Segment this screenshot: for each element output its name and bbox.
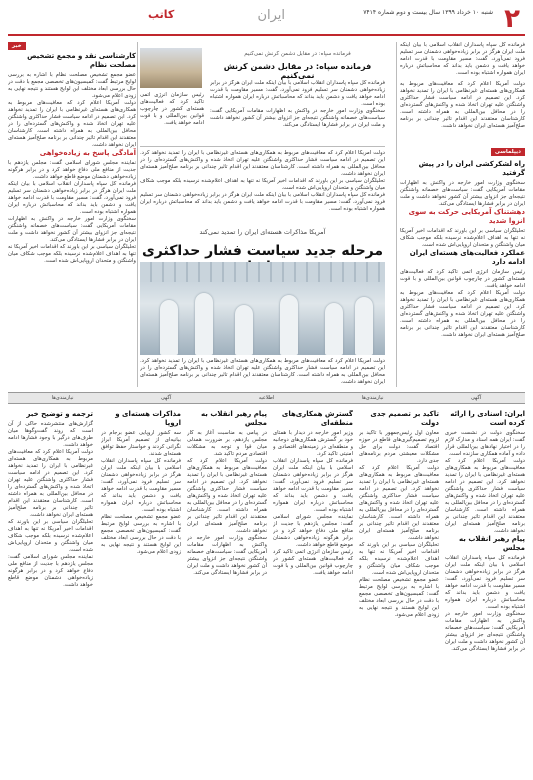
left-text-1: عضو مجمع تشخیص مصلحت نظام با اشاره به بررسی لوایح مرتبط گفت: کمیسیون‌های تخصصی مجمع با دقت در حال بررسی ابعاد مختلف این لوایح هستند و نتیجه نهایی به زودی اعلام می‌شود.	[8, 72, 136, 99]
lower-column-2	[359, 410, 439, 772]
top-story-text-2: سخنگوی وزارت امور خارجه در واکنش به اظهارات مقامات آمریکایی گفت: سیاست‌های خصمانه واشنگتن نتیجه‌ای جز انزوای بیشتر آن کشور نخواهد داشت و ملت ایران در برابر فشارها ایستادگی می‌کند.	[210, 108, 385, 128]
column-rule	[137, 42, 138, 387]
lower-column-4	[187, 410, 267, 772]
ad-item: نیازمندی‌ها	[361, 395, 384, 401]
lower-head: ترجمه و توضیح خبر	[26, 410, 93, 418]
main-story-body	[140, 358, 385, 390]
lower-text: عضو مجمع تشخیص مصلحت نظام با اشاره به بررسی لوایح مرتبط گفت: کمیسیون‌های تخصصی مجمع با دقت در حال بررسی ابعاد مختلف این لوایح هستند و نتیجه نهایی به زودی اعلام می‌شود.	[101, 514, 181, 555]
ads-strip	[8, 392, 525, 404]
top-story-body	[210, 80, 385, 140]
right-text-3: رئیس سازمان انرژی اتمی تاکید کرد که فعالیت‌های هسته‌ای کشور در چارچوب قوانین بین‌المللی و با قوت ادامه خواهد یافت.	[400, 269, 525, 289]
lower-text: تحلیلگران سیاسی بر این باورند که اقدامات اخیر آمریکا نه تنها به اهداف اعلام‌شده نرسیده بلکه موجب شکاف میان واشنگتن و متحدان اروپایی‌اش شده است.	[359, 542, 439, 576]
lower-text: فرمانده کل سپاه پاسداران انقلاب اسلامی با بیان اینکه ملت ایران هرگز در برابر زیاده‌خواهی دشمنان سر تسلیم فرود نمی‌آورد، گفت: مسیر مقاومت با قدرت ادامه خواهد یافت و دشمن باید بداند که محاسباتش درباره ایران همواره اشتباه بوده است.	[445, 555, 525, 610]
lower-column-6	[8, 410, 93, 772]
left-text-2d: تحلیلگران سیاسی بر این باورند که اقدامات اخیر آمریکا نه تنها به اهداف اعلام‌شده نرسیده بلکه موجب شکاف میان واشنگتن و متحدان اروپایی‌اش شده است.	[8, 244, 136, 264]
lower-head: تاکید بر تصمیم جدی دولت	[370, 410, 439, 427]
lower-head: ایران: اسنادی را ارائه کرده است	[450, 410, 525, 427]
lower-head: مذاکرات هسته‌ای و اروپا	[115, 410, 181, 427]
masthead	[8, 6, 525, 36]
photo-ceiling	[140, 262, 385, 282]
horizontal-rule	[140, 146, 385, 147]
lower-column-1	[445, 410, 525, 772]
left-text-2b: فرمانده کل سپاه پاسداران انقلاب اسلامی با بیان اینکه ملت ایران هرگز در برابر زیاده‌خواهی دشمنان سر تسلیم فرود نمی‌آورد، گفت: مسیر مقاومت با قدرت ادامه خواهد یافت و دشمن باید بداند که محاسباتش درباره ایران همواره اشتباه بوده است.	[8, 181, 136, 215]
right-column-stories	[400, 160, 525, 390]
ad-item: آگهی	[160, 395, 172, 401]
lower-text: سخنگوی وزارت امور خارجه در واکنش به اظهارات مقامات آمریکایی گفت: سیاست‌های خصمانه واشنگتن نتیجه‌ای جز انزوای بیشتر آن کشور نخواهد داشت و ملت ایران در برابر فشارها ایستادگی می‌کند.	[445, 611, 525, 652]
photo-figure	[160, 300, 178, 355]
right-text-4: دولت آمریکا اعلام کرد که معافیت‌های مربوط به همکاری‌های هسته‌ای غیرنظامی با ایران را تمدید نخواهد کرد. این تصمیم در ادامه سیاست فشار حداکثری واشنگتن علیه تهران اتخاذ شده و واکنش‌های گسترده‌ای را در محافل بین‌المللی به همراه داشته است. کارشناسان معتقدند این اقدام تاثیر چندانی بر برنامه صلح‌آمیز هسته‌ای ایران نخواهد داشت.	[400, 290, 525, 338]
photo-figure	[195, 293, 213, 355]
lower-text: در پیامی به مناسبت آغاز به کار مجلس یازدهم، بر ضرورت همدلی میان قوا و توجه به مشکلات اقتصادی مردم تاکید شد.	[187, 430, 267, 457]
mid-body-text-3: فرمانده کل سپاه پاسداران انقلاب اسلامی با بیان اینکه ملت ایران هرگز در برابر زیاده‌خواهی دشمنان سر تسلیم فرود نمی‌آورد، گفت: مسیر مقاومت با قدرت ادامه خواهد یافت و دشمن باید بداند که محاسباتش درباره ایران همواره اشتباه بوده است.	[140, 192, 385, 212]
ad-item: نیازمندی‌ها	[51, 395, 74, 401]
photo-figure	[235, 305, 253, 355]
lower-text: عضو مجمع تشخیص مصلحت نظام با اشاره به بررسی لوایح مرتبط گفت: کمیسیون‌های تخصصی مجمع با دقت در حال بررسی ابعاد مختلف این لوایح هستند و نتیجه نهایی به زودی اعلام می‌شود.	[359, 577, 439, 618]
lower-text: معاون اول رئیس‌جمهور با تاکید بر لزوم تصمیم‌گیری‌های قاطع در حوزه اقتصاد گفت: دولت برای حل مشکلات معیشتی مردم برنامه‌های جدی دارد.	[359, 430, 439, 464]
lower-column-3	[273, 410, 353, 772]
right-head-2: دهشتناک آمریکایی حرکت به سوی انزوا شدید	[408, 208, 525, 225]
right-head-1: راه لشکرکشی ایران را در پیش گرفتید	[418, 160, 525, 177]
left-head-2: آمادگی پاسخ به زیاده‌خواهی	[39, 149, 136, 157]
lower-text: دولت آمریکا اعلام کرد که معافیت‌های مربوط به همکاری‌های هسته‌ای غیرنظامی با ایران را تمدید نخواهد کرد. این تصمیم در ادامه سیاست فشار حداکثری واشنگتن علیه تهران اتخاذ شده و واکنش‌های گسترده‌ای را در محافل بین‌المللی به همراه داشته است. کارشناسان معتقدند این اقدام تاثیر چندانی بر برنامه صلح‌آمیز هسته‌ای ایران نخواهد داشت.	[445, 458, 525, 534]
main-story-photo	[140, 262, 385, 355]
top-story-photo	[140, 48, 202, 88]
right-text-1: سخنگوی وزارت امور خارجه در واکنش به اظهارات مقامات آمریکایی گفت: سیاست‌های خصمانه واشنگتن نتیجه‌ای جز انزوای بیشتر آن کشور نخواهد داشت و ملت ایران در برابر فشارها ایستادگی می‌کند.	[400, 180, 525, 207]
right-text-2: تحلیلگران سیاسی بر این باورند که اقدامات اخیر آمریکا نه تنها به اهداف اعلام‌شده نرسیده بلکه موجب شکاف میان واشنگتن و متحدان اروپایی‌اش شده است.	[400, 228, 525, 248]
right-column-lead-2: دولت آمریکا اعلام کرد که معافیت‌های مربوط به همکاری‌های هسته‌ای غیرنظامی با ایران را تمدید نخواهد کرد. این تصمیم در ادامه سیاست فشار حداکثری واشنگتن علیه تهران اتخاذ شده و واکنش‌های گسترده‌ای را در محافل بین‌المللی به همراه داشته است. کارشناسان معتقدند این اقدام تاثیر چندانی بر برنامه صلح‌آمیز هسته‌ای ایران نخواهد داشت.	[400, 81, 525, 129]
news-tab: خبر	[8, 42, 26, 50]
main-story-kicker: آمریکا مذاکرات هسته‌ای ایران را تمدید نمی‌کند	[199, 228, 326, 236]
mid-body-text: دولت آمریکا اعلام کرد که معافیت‌های مربوط به همکاری‌های هسته‌ای غیرنظامی با ایران را تمدید نخواهد کرد. این تصمیم در ادامه سیاست فشار حداکثری واشنگتن علیه تهران اتخاذ شده و واکنش‌های گسترده‌ای را در محافل بین‌المللی به همراه داشته است. کارشناسان معتقدند این اقدام تاثیر چندانی بر برنامه صلح‌آمیز هسته‌ای ایران نخواهد داشت.	[140, 150, 385, 177]
lower-text: فرمانده کل سپاه پاسداران انقلاب اسلامی با بیان اینکه ملت ایران هرگز در برابر زیاده‌خواهی دشمنان سر تسلیم فرود نمی‌آورد، گفت: مسیر مقاومت با قدرت ادامه خواهد یافت و دشمن باید بداند که محاسباتش درباره ایران همواره اشتباه بوده است.	[273, 458, 353, 513]
ad-item: آگهی	[471, 395, 482, 401]
lower-text: تحلیلگران سیاسی بر این باورند که اقدامات اخیر آمریکا نه تنها به اهداف اعلام‌شده نرسیده بلکه موجب شکاف میان واشنگتن و متحدان اروپایی‌اش شده است.	[8, 519, 93, 553]
lower-column-5	[101, 410, 181, 772]
lower-head: پیام رهبر انقلاب به مجلس	[201, 410, 267, 427]
lower-text: فرمانده کل سپاه پاسداران انقلاب اسلامی با بیان اینکه ملت ایران هرگز در برابر زیاده‌خواهی دشمنان سر تسلیم فرود نمی‌آورد، گفت: مسیر مقاومت با قدرت ادامه خواهد یافت و دشمن باید بداند که محاسباتش درباره ایران همواره اشتباه بوده است.	[101, 458, 181, 513]
left-text-2c: سخنگوی وزارت امور خارجه در واکنش به اظهارات مقامات آمریکایی گفت: سیاست‌های خصمانه واشنگتن نتیجه‌ای جز انزوای بیشتر آن کشور نخواهد داشت و ملت ایران در برابر فشارها ایستادگی می‌کند.	[8, 216, 136, 243]
ad-item: اطلاعیه	[258, 395, 275, 401]
mid-body-text-2: تحلیلگران سیاسی بر این باورند که اقدامات اخیر آمریکا نه تنها به اهداف اعلام‌شده نرسیده بلکه موجب شکاف میان واشنگتن و متحدان اروپایی‌اش شده است.	[140, 178, 385, 191]
main-story-headline: مرحله جدید سیاست فشار حداکثری	[141, 243, 384, 259]
left-head-1: کارشناسی نقد و مجمع تشخیص مصلحت نظام	[27, 52, 136, 69]
lower-text: دولت آمریکا اعلام کرد که معافیت‌های مربوط به همکاری‌های هسته‌ای غیرنظامی با ایران را تمدید نخواهد کرد. این تصمیم در ادامه سیاست فشار حداکثری واشنگتن علیه تهران اتخاذ شده و واکنش‌های گسترده‌ای را در محافل بین‌المللی به همراه داشته است. کارشناسان معتقدند این اقدام تاثیر چندانی بر برنامه صلح‌آمیز هسته‌ای ایران نخواهد داشت.	[187, 458, 267, 534]
diplomacy-tab: دیپلماسی	[491, 148, 525, 156]
top-story-photo-caption	[140, 92, 204, 140]
lower-text: سخنگوی وزارت امور خارجه در واکنش به اظهارات مقامات آمریکایی گفت: سیاست‌های خصمانه واشنگتن نتیجه‌ای جز انزوای بیشتر آن کشور نخواهد داشت و ملت ایران در برابر فشارها ایستادگی می‌کند.	[187, 535, 267, 576]
photo-figure	[325, 303, 343, 355]
top-story-text: فرمانده کل سپاه پاسداران انقلاب اسلامی با بیان اینکه ملت ایران هرگز در برابر زیاده‌خواهی دشمنان سر تسلیم فرود نمی‌آورد، گفت: مسیر مقاومت با قدرت ادامه خواهد یافت و دشمن باید بداند که محاسباتش درباره ایران همواره اشتباه بوده است.	[210, 80, 385, 107]
lower-text: نماینده مجلس شورای اسلامی گفت: مجلس یازدهم با جدیت از منافع ملی دفاع خواهد کرد و در برابر هرگونه زیاده‌خواهی دشمنان موضع قاطع خواهد داشت.	[273, 514, 353, 548]
top-story-kicker: فرمانده سپاه: در مقابل دشمن کرنش نمی‌کنیم	[244, 51, 351, 57]
lower-head: گسترش همکاری‌های منطقه‌ای	[281, 410, 353, 427]
section-name: ایران	[257, 8, 285, 23]
issue-line: شنبه ۱۰ خرداد ۱۳۹۹ سال بیست و دوم شماره ۷۴۱۴	[363, 9, 493, 16]
lower-text: سه کشور اروپایی عضو برجام در بیانیه‌ای از تصمیم آمریکا ابراز نگرانی کردند و خواستار حفظ توافق هسته‌ای شدند.	[101, 430, 181, 457]
lower-text: دولت آمریکا اعلام کرد که معافیت‌های مربوط به همکاری‌های هسته‌ای غیرنظامی با ایران را تمدید نخواهد کرد. این تصمیم در ادامه سیاست فشار حداکثری واشنگتن علیه تهران اتخاذ شده و واکنش‌های گسترده‌ای را در محافل بین‌المللی به همراه داشته است. کارشناسان معتقدند این اقدام تاثیر چندانی بر برنامه صلح‌آمیز هسته‌ای ایران نخواهد داشت.	[8, 449, 93, 518]
main-story-text: دولت آمریکا اعلام کرد که معافیت‌های مربوط به همکاری‌های هسته‌ای غیرنظامی با ایران را تمدید نخواهد کرد. این تصمیم در ادامه سیاست فشار حداکثری واشنگتن علیه تهران اتخاذ شده و واکنش‌های گسترده‌ای را در محافل بین‌المللی به همراه داشته است. کارشناسان معتقدند این اقدام تاثیر چندانی بر برنامه صلح‌آمیز هسته‌ای ایران نخواهد داشت.	[140, 358, 385, 385]
lower-text: رئیس سازمان انرژی اتمی تاکید کرد که فعالیت‌های هسته‌ای کشور در چارچوب قوانین بین‌المللی و با قوت ادامه خواهد یافت.	[273, 549, 353, 576]
left-column	[8, 52, 136, 390]
photo-caption-text: رئیس سازمان انرژی اتمی تاکید کرد که فعالیت‌های هسته‌ای کشور در چارچوب قوانین بین‌المللی و با قوت ادامه خواهد یافت.	[140, 92, 204, 126]
mid-body	[140, 150, 385, 225]
lower-text: نماینده مجلس شورای اسلامی گفت: مجلس یازدهم با جدیت از منافع ملی دفاع خواهد کرد و در برابر هرگونه زیاده‌خواهی دشمنان موضع قاطع خواهد داشت.	[8, 554, 93, 588]
lower-text: دولت آمریکا اعلام کرد که معافیت‌های مربوط به همکاری‌های هسته‌ای غیرنظامی با ایران را تمدید نخواهد کرد. این تصمیم در ادامه سیاست فشار حداکثری واشنگتن علیه تهران اتخاذ شده و واکنش‌های گسترده‌ای را در محافل بین‌المللی به همراه داشته است. کارشناسان معتقدند این اقدام تاثیر چندانی بر برنامه صلح‌آمیز هسته‌ای ایران نخواهد داشت.	[359, 465, 439, 541]
right-column-lead: فرمانده کل سپاه پاسداران انقلاب اسلامی با بیان اینکه ملت ایران هرگز در برابر زیاده‌خواهی دشمنان سر تسلیم فرود نمی‌آورد، گفت: مسیر مقاومت با قدرت ادامه خواهد یافت و دشمن باید بداند که محاسباتش درباره ایران همواره اشتباه بوده است.	[400, 42, 525, 76]
paper-logo: کاتب	[148, 8, 175, 21]
lower-text: وزیر امور خارجه در دیدار با همتای خود بر گسترش همکاری‌های دوجانبه و منطقه‌ای در زمینه‌های اقتصادی و امنیتی تاکید کرد.	[273, 430, 353, 457]
lower-text: سخنگوی دولت در نشست خبری گفت: ایران همه اسناد و مدارک لازم را در اختیار نهادهای بین‌المللی قرار داده و آماده همکاری سازنده است.	[445, 430, 525, 457]
photo-figure	[280, 295, 298, 355]
top-story-headline: فرمانده سپاه: در مقابل دشمن کرنش نمی‌کنیم	[223, 62, 372, 80]
photo-figure	[355, 297, 373, 355]
page-number: ۲	[504, 4, 520, 34]
left-text-2: نماینده مجلس شورای اسلامی گفت: مجلس یازدهم با جدیت از منافع ملی دفاع خواهد کرد و در برابر هرگونه زیاده‌خواهی دشمنان موضع قاطع خواهد داشت.	[8, 160, 136, 180]
lower-text: گزارش‌های منتشرشده حاکی از آن است که روند گفت‌وگوها میان طرف‌های درگیر با وجود فشارها ادامه خواهد داشت.	[8, 421, 93, 448]
right-head-3: عملکرد فعالیت‌های هسته‌ای ایران ادامه دارد	[409, 249, 525, 266]
column-rule	[396, 42, 397, 387]
left-text-1b: دولت آمریکا اعلام کرد که معافیت‌های مربوط به همکاری‌های هسته‌ای غیرنظامی با ایران را تمدید نخواهد کرد. این تصمیم در ادامه سیاست فشار حداکثری واشنگتن علیه تهران اتخاذ شده و واکنش‌های گسترده‌ای را در محافل بین‌المللی به همراه داشته است. کارشناسان معتقدند این اقدام تاثیر چندانی بر برنامه صلح‌آمیز هسته‌ای ایران نخواهد داشت.	[8, 100, 136, 148]
lower-head: پیام رهبر انقلاب به مجلس	[459, 535, 525, 552]
